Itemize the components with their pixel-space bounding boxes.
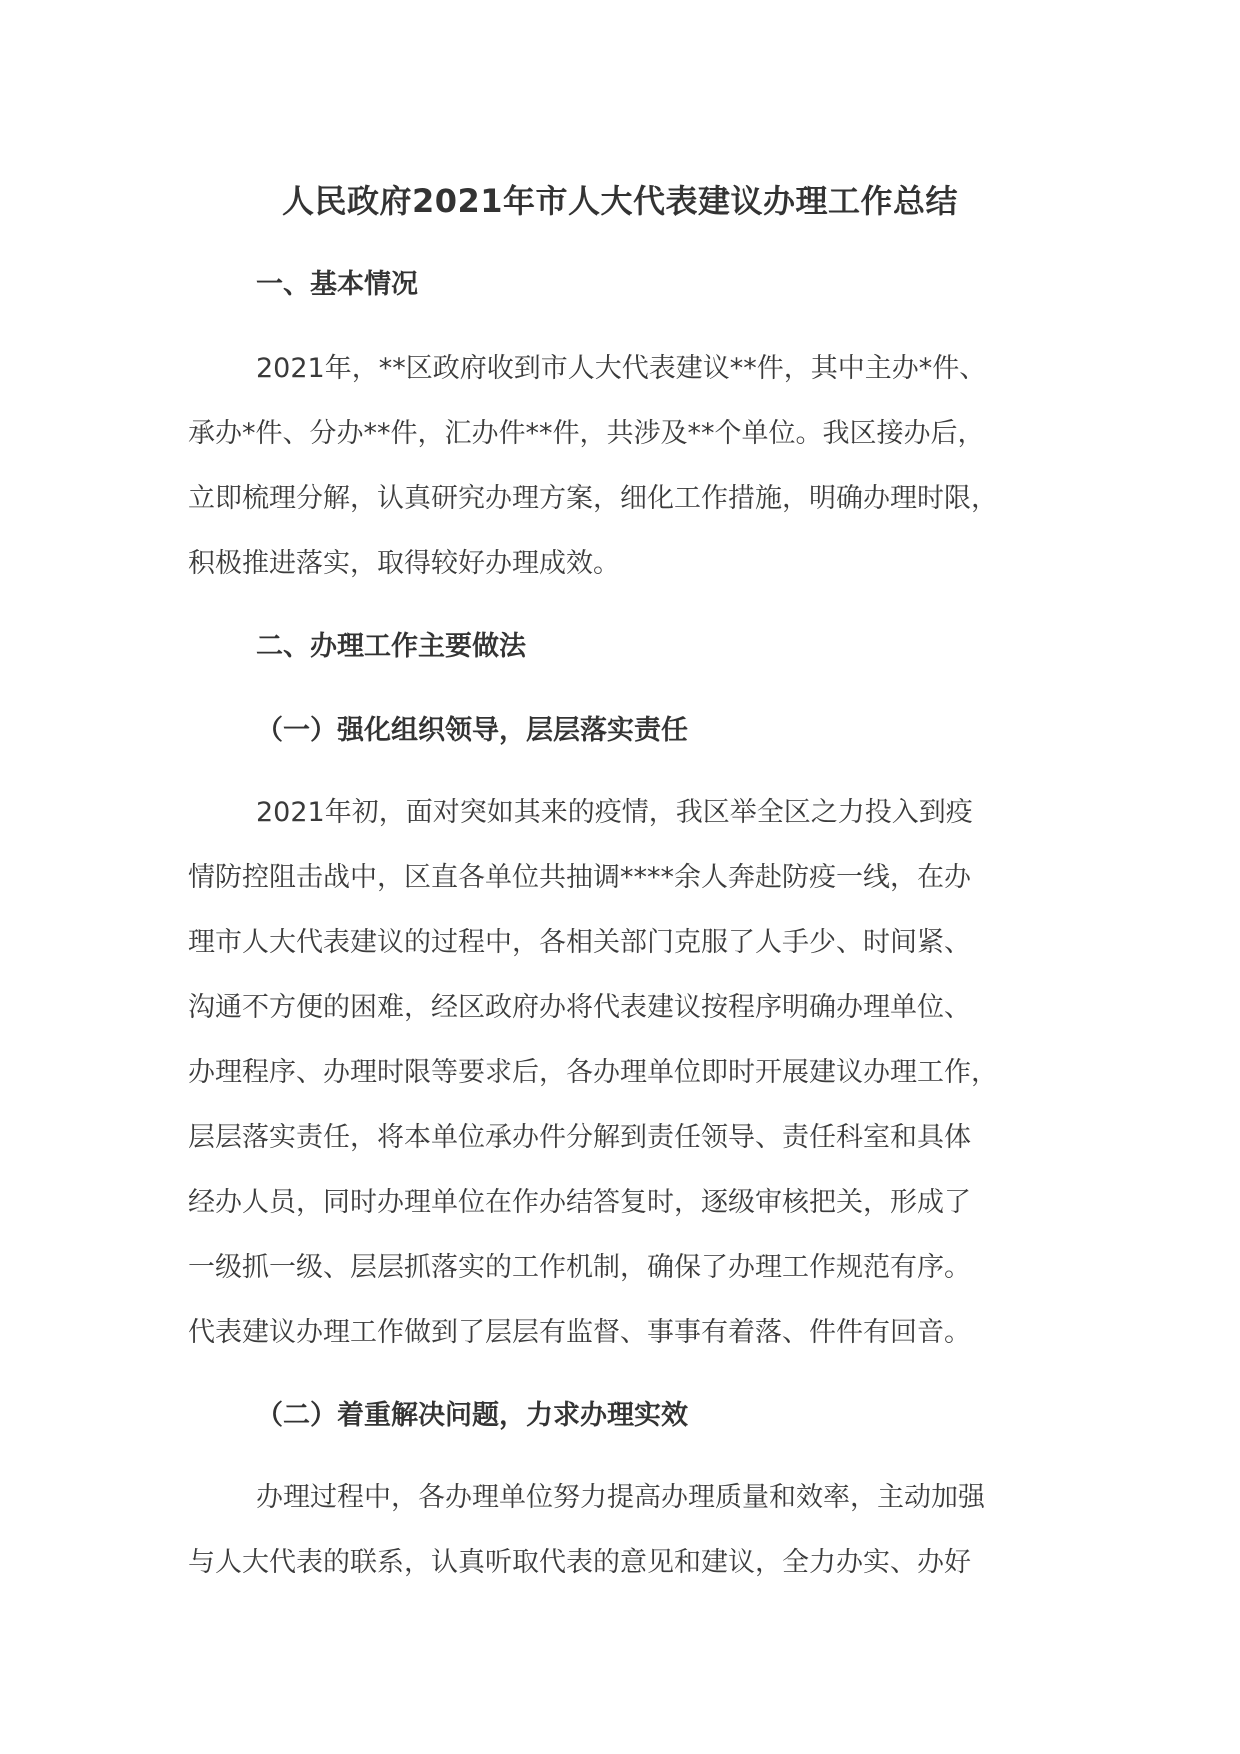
- paragraph-line: 2021年初，面对突如其来的疫情，我区举全区之力投入到疫: [256, 797, 973, 828]
- paragraph-line: 情防控阻击战中，区直各单位共抽调****余人奔赴防疫一线，在办: [188, 862, 971, 893]
- paragraph-line: 积极推进落实，取得较好办理成效。: [188, 548, 620, 579]
- paragraph-line: 立即梳理分解，认真研究办理方案，细化工作措施，明确办理时限，: [188, 483, 998, 514]
- paragraph-line: 承办*件、分办**件，汇办件**件，共涉及**个单位。我区接办后，: [188, 418, 985, 449]
- subsection-heading-problem-solving: （二）着重解决问题，力求办理实效: [256, 1400, 688, 1431]
- paragraph-line: 沟通不方便的困难，经区政府办将代表建议按程序明确办理单位、: [188, 992, 971, 1023]
- section-heading-main-practices: 二、办理工作主要做法: [256, 631, 526, 662]
- subsection-heading-leadership: （一）强化组织领导，层层落实责任: [256, 715, 688, 746]
- paragraph-line: 办理过程中，各办理单位努力提高办理质量和效率，主动加强: [256, 1482, 985, 1513]
- paragraph-line: 办理程序、办理时限等要求后，各办理单位即时开展建议办理工作，: [188, 1057, 998, 1088]
- paragraph-line: 理市人大代表建议的过程中，各相关部门克服了人手少、时间紧、: [188, 927, 971, 958]
- document-title: 人民政府2021年市人大代表建议办理工作总结: [281, 182, 959, 220]
- paragraph-line: 代表建议办理工作做到了层层有监督、事事有着落、件件有回音。: [188, 1317, 971, 1348]
- paragraph-line: 2021年，**区政府收到市人大代表建议**件，其中主办*件、: [256, 353, 987, 384]
- paragraph-line: 经办人员，同时办理单位在作办结答复时，逐级审核把关，形成了: [188, 1187, 971, 1218]
- section-heading-basic-situation: 一、基本情况: [256, 269, 418, 300]
- paragraph-line: 与人大代表的联系，认真听取代表的意见和建议，全力办实、办好: [188, 1547, 971, 1578]
- paragraph-line: 一级抓一级、层层抓落实的工作机制，确保了办理工作规范有序。: [188, 1252, 971, 1283]
- paragraph-line: 层层落实责任，将本单位承办件分解到责任领导、责任科室和具体: [188, 1122, 971, 1153]
